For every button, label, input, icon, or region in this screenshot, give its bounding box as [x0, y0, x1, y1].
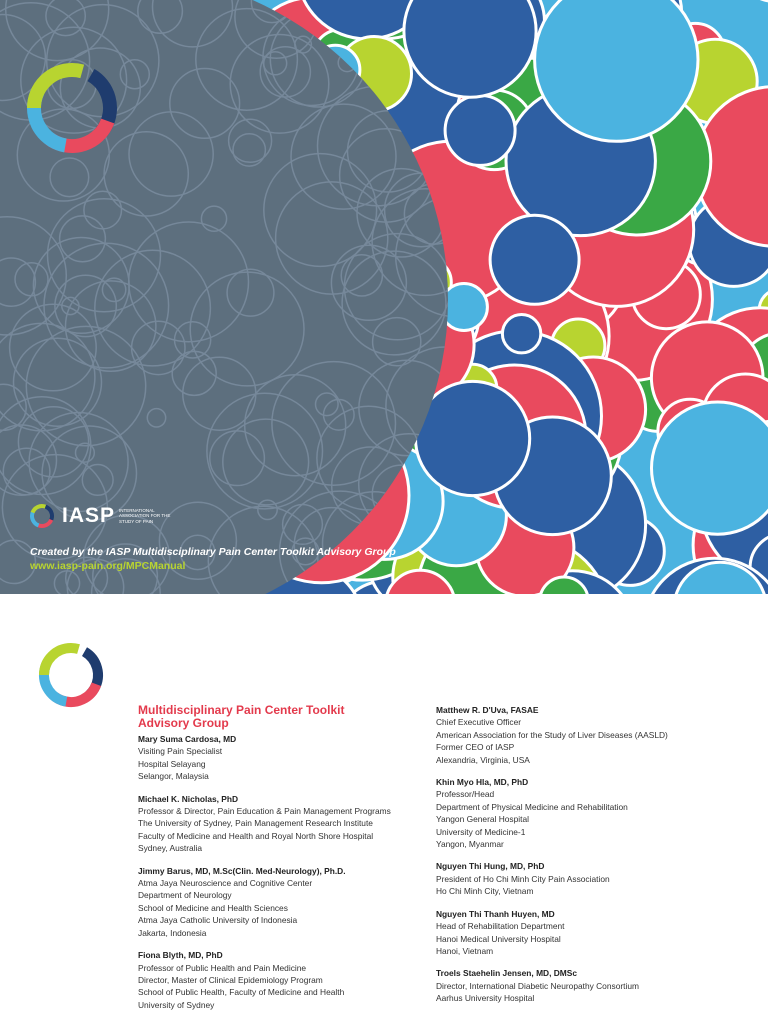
- pattern-circle: [445, 95, 515, 165]
- advisory-member: [138, 865, 428, 939]
- member-affiliation: Professor/Head: [436, 789, 495, 800]
- member-affiliation: Professor & Director, Pain Education & Pain Management Programs: [138, 806, 391, 817]
- member-affiliation: Alexandria, Virginia, USA: [436, 754, 530, 765]
- member-name: Khin Myo Hla, MD, PhD: [436, 777, 529, 788]
- iasp-logo-icon: [36, 640, 106, 710]
- member-affiliation: President of Ho Chi Minh City Pain Association: [436, 873, 610, 884]
- member-name: Troels Staehelin Jensen, MD, DMSc: [436, 968, 578, 979]
- member-affiliation: Ho Chi Minh City, Vietnam: [436, 886, 534, 897]
- member-affiliation: Faculty of Medicine and Health and Royal North Shore Hospital: [138, 830, 374, 841]
- member-affiliation: Hanoi, Vietnam: [436, 945, 494, 956]
- member-affiliation: Visiting Pain Specialist: [138, 746, 223, 757]
- member-affiliation: School of Public Health, Faculty of Medicine and Health: [138, 987, 345, 998]
- advisory-member: [436, 967, 756, 1004]
- member-name: Mary Suma Cardosa, MD: [138, 734, 237, 744]
- advisory-heading: Multidisciplinary Pain Center Toolkit Advisory Group: [138, 703, 345, 730]
- member-affiliation: Atma Jaya Neuroscience and Cognitive Center: [138, 878, 313, 889]
- member-affiliation: Chief Executive Officer: [436, 717, 522, 728]
- advisory-member: [138, 733, 428, 783]
- member-affiliation: University of Sydney: [138, 999, 215, 1010]
- member-affiliation: University of Medicine-1: [436, 826, 526, 837]
- advisory-member: [436, 704, 756, 766]
- member-affiliation: Hospital Selayang: [138, 758, 206, 769]
- created-by-text: Created by the IASP Multidisciplinary Pain Center Toolkit Advisory Group: [30, 546, 396, 558]
- member-affiliation: Aarhus University Hospital: [436, 993, 535, 1004]
- member-affiliation: Yangon, Myanmar: [436, 839, 504, 850]
- advisory-member: [138, 793, 428, 855]
- manual-url-link[interactable]: www.iasp-pain.org/MPCManual: [30, 560, 186, 572]
- brand-subtitle: INTERNATIONAL ASSOCIATION FOR THE STUDY OF PAIN: [119, 507, 171, 524]
- member-affiliation: Director, International Diabetic Neuropathy Consortium: [436, 980, 639, 991]
- member-name: Nguyen Thi Thanh Huyen, MD: [436, 908, 555, 919]
- member-name: Matthew R. D'Uva, FASAE: [436, 705, 539, 715]
- member-affiliation: Jakarta, Indonesia: [138, 927, 207, 938]
- member-affiliation: Yangon General Hospital: [436, 814, 529, 825]
- member-name: Nguyen Thi Hung, MD, PhD: [436, 861, 545, 872]
- member-affiliation: American Association for the Study of Liver Diseases (AASLD): [436, 729, 668, 740]
- iasp-logo-icon: [24, 60, 120, 156]
- iasp-small-logo-icon: [28, 502, 56, 530]
- pattern-circle: [652, 402, 768, 534]
- advisory-member: [436, 776, 756, 850]
- member-name: Fiona Blyth, MD, PhD: [138, 950, 223, 961]
- brand-name: IASP: [62, 504, 116, 527]
- pattern-circle: [490, 215, 579, 304]
- member-affiliation: The University of Sydney, Pain Management Research Institute: [138, 818, 373, 829]
- advisory-column-left: [138, 704, 428, 1021]
- advisory-member: [138, 949, 428, 1011]
- member-affiliation: Department of Neurology: [138, 890, 232, 901]
- member-affiliation: Hanoi Medical University Hospital: [436, 933, 561, 944]
- member-affiliation: School of Medicine and Health Sciences: [138, 902, 288, 913]
- member-affiliation: Atma Jaya Catholic University of Indonesia: [138, 915, 298, 926]
- iasp-brand: [28, 502, 177, 530]
- advisory-column-right: [436, 704, 756, 1015]
- member-affiliation: Department of Physical Medicine and Rehabilitation: [436, 801, 628, 812]
- member-affiliation: Sydney, Australia: [138, 843, 203, 854]
- member-name: Michael K. Nicholas, PhD: [138, 793, 239, 804]
- advisory-member: [436, 908, 756, 958]
- pattern-circle: [502, 315, 540, 353]
- member-name: Jimmy Barus, MD, M.Sc(Clin. Med-Neurology), Ph.D.: [138, 865, 346, 876]
- member-affiliation: Professor of Public Health and Pain Medicine: [138, 962, 307, 973]
- member-affiliation: Former CEO of IASP: [436, 742, 515, 753]
- member-affiliation: Head of Rehabilitation Department: [436, 921, 565, 932]
- member-affiliation: Selangor, Malaysia: [138, 771, 209, 782]
- advisory-member: [436, 860, 756, 897]
- member-affiliation: Director, Master of Clinical Epidemiology Program: [138, 974, 323, 985]
